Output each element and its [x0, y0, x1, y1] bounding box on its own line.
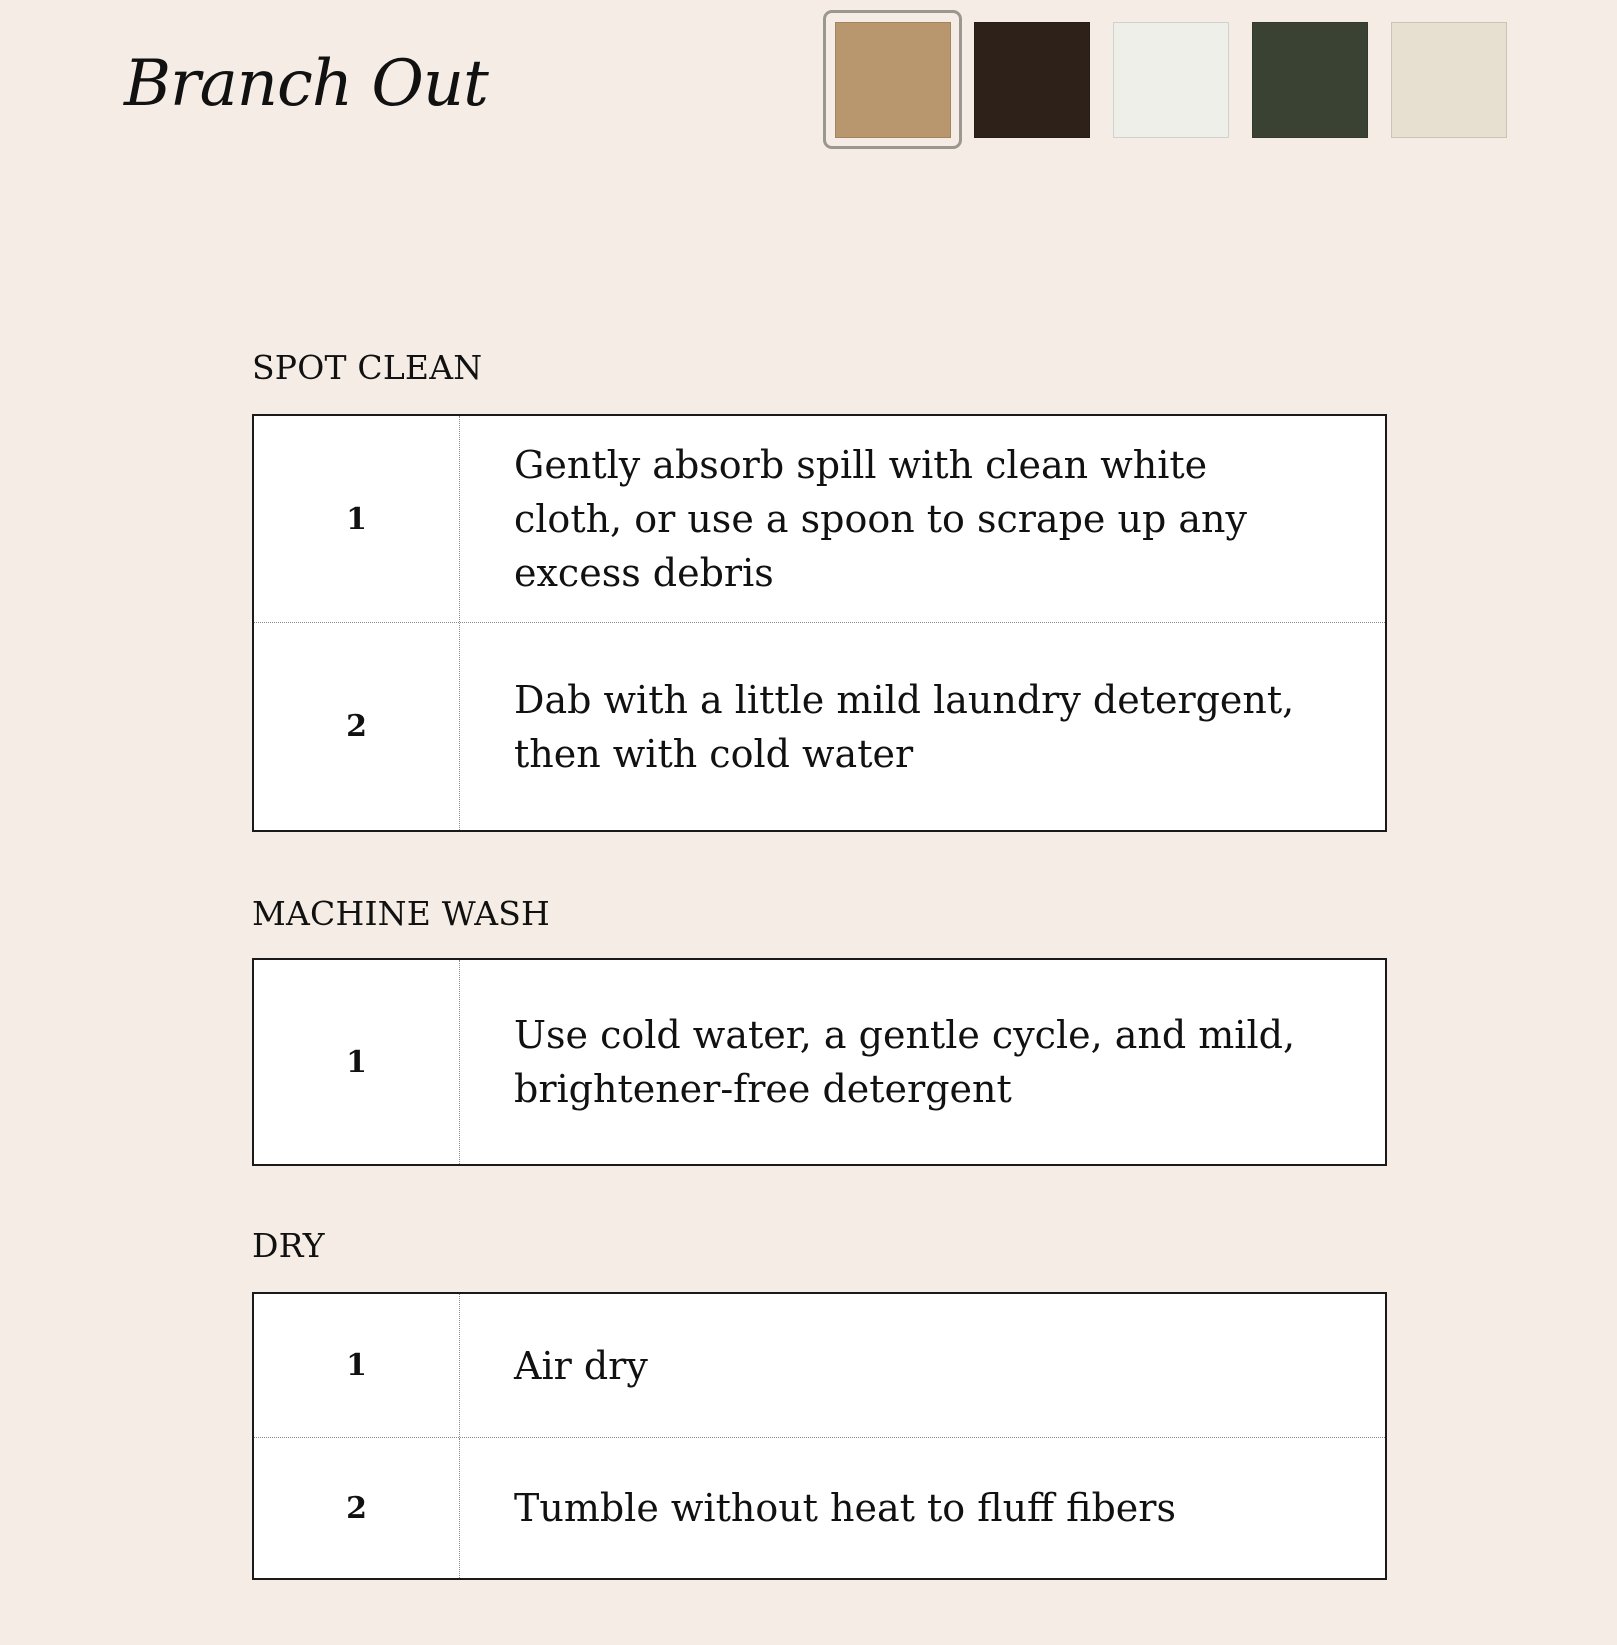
machine-wash-section: [252, 894, 1387, 1111]
step-number: 2: [254, 623, 460, 830]
step-text: Gently absorb spill with clean white cloth, or use a spoon to scrape up any excess debris: [514, 443, 1247, 595]
step-number: 1: [254, 416, 460, 622]
step-row: [254, 1294, 1385, 1438]
steps-table: [252, 414, 1387, 832]
dry-section: [252, 1226, 1387, 1530]
step-number: 1: [254, 960, 460, 1164]
step-text: Dab with a little mild laundry detergent, then with cold water: [514, 677, 1295, 776]
step-text: Tumble without heat to fluff fibers: [514, 1486, 1176, 1530]
step-number: 1: [254, 1294, 460, 1437]
section-title: MACHINE WASH: [252, 894, 551, 933]
swatch-espresso[interactable]: [974, 22, 1090, 138]
section-title: DRY: [252, 1226, 325, 1265]
swatch-ivory[interactable]: [1113, 22, 1229, 138]
step-number: 2: [254, 1438, 460, 1578]
color-swatches: [835, 22, 1507, 138]
steps-table: [252, 958, 1387, 1166]
step-row: [254, 623, 1385, 830]
step-row: [254, 960, 1385, 1164]
swatch-camel[interactable]: [835, 22, 951, 138]
swatch-oat[interactable]: [1391, 22, 1507, 138]
spot-clean-section: [252, 348, 1387, 776]
step-row: [254, 1438, 1385, 1578]
section-title: SPOT CLEAN: [252, 348, 483, 387]
step-text: Use cold water, a gentle cycle, and mild, brightener-free detergent: [514, 1013, 1296, 1111]
step-text: Air dry: [514, 1343, 648, 1388]
steps-table: [252, 1292, 1387, 1580]
swatch-forest[interactable]: [1252, 22, 1368, 138]
brand-logo: Branch Out: [124, 47, 488, 121]
step-row: [254, 416, 1385, 623]
